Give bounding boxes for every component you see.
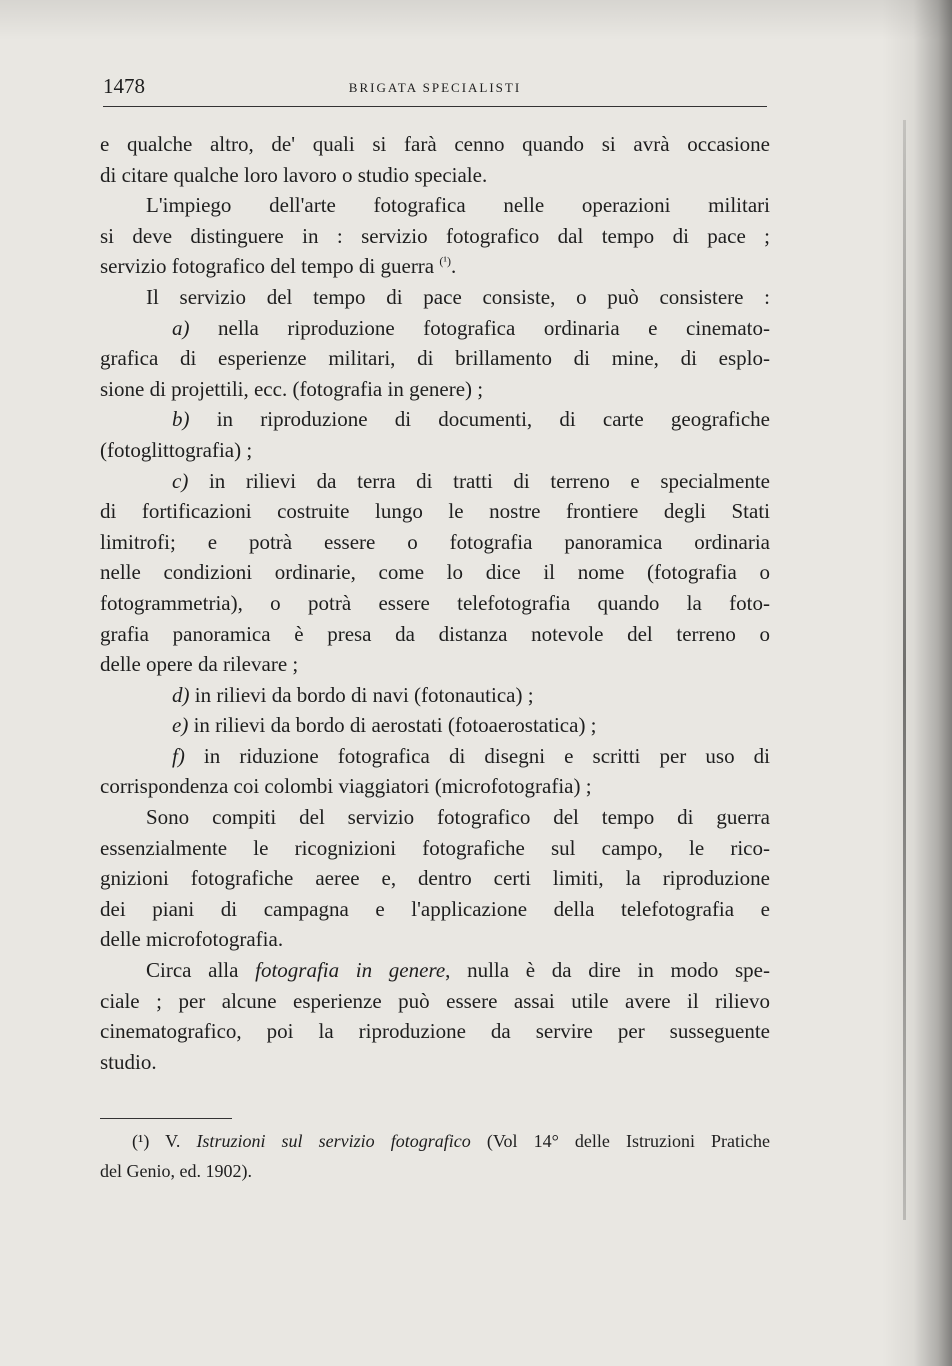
book-gutter-shadow <box>882 0 952 1366</box>
text-line: fotogrammetria), o potrà essere telefotografia quando la foto- <box>100 590 770 615</box>
body-text <box>100 129 770 1077</box>
list-item-a <box>100 313 770 344</box>
list-item-d <box>100 680 770 711</box>
footnote-reference: (¹) <box>439 254 451 269</box>
text-span: in riduzione fotografica di disegni e scritti per uso di <box>184 743 770 768</box>
text-span: in rilievi da bordo di aerostati (fotoaerostatica) ; <box>188 713 597 738</box>
text-line: grafica di esperienze militari, di brillamento di mine, di esplo- <box>100 346 770 371</box>
text-span: in rilievi da bordo di navi (fotonautica) ; <box>189 682 534 707</box>
text-span: , nulla è da dire in modo spe- <box>445 958 770 983</box>
text-line: nelle condizioni ordinarie, come lo dice il nome (fotografia o <box>100 560 770 585</box>
text-span: . <box>450 254 457 279</box>
footnote-divider <box>100 1118 232 1119</box>
text-line: cinematografico, poi la riproduzione da servire per susseguente <box>100 1019 770 1044</box>
text-line <box>100 955 770 986</box>
text-span: servizio fotografico del tempo di guerra <box>100 254 435 279</box>
list-item-c <box>100 466 770 497</box>
footnote-line <box>100 1126 770 1156</box>
text-line: ciale ; per alcune esperienze può essere assai utile avere il rilievo <box>100 988 770 1013</box>
text-line: grafia panoramica è presa da distanza notevole del terreno o <box>100 621 770 646</box>
text-span: Circa alla <box>146 958 256 983</box>
text-line: corrispondenza coi colombi viaggiatori (microfotografia) ; <box>100 774 592 799</box>
text-span: in rilievi da terra di tratti di terreno e specialmente <box>188 468 770 493</box>
text-span: nella riproduzione fotografica ordinaria e cinemato- <box>189 315 770 340</box>
scan-top-shadow <box>0 0 952 40</box>
text-line: (fotoglittografia) ; <box>100 437 253 462</box>
footnote-marker: (¹) <box>132 1131 150 1151</box>
text-line: L'impiego dell'arte fotografica nelle operazioni militari <box>146 193 770 218</box>
item-marker: f) <box>172 743 185 768</box>
item-marker: a) <box>172 315 190 340</box>
text-line: di fortificazioni costruite lungo le nostre frontiere degli Stati <box>100 499 770 524</box>
text-line: si deve distinguere in : servizio fotografico dal tempo di pace ; <box>100 223 770 248</box>
text-line: studio. <box>100 1049 157 1074</box>
list-item-e <box>100 710 770 741</box>
page-header <box>103 74 767 107</box>
page-edge-line <box>903 120 906 1220</box>
item-marker: c) <box>172 468 189 493</box>
text-line <box>100 251 770 282</box>
text-line: di citare qualche loro lavoro o studio speciale. <box>100 162 488 187</box>
list-item-b <box>100 404 770 435</box>
footnote <box>100 1126 770 1186</box>
text-line: delle microfotografia. <box>100 927 284 952</box>
text-line: essenzialmente le ricognizioni fotografiche sul campo, le rico- <box>100 835 770 860</box>
text-line: delle opere da rilevare ; <box>100 652 299 677</box>
text-span: in riproduzione di documenti, di carte geografiche <box>189 407 770 432</box>
running-head: BRIGATA SPECIALISTI <box>348 80 522 95</box>
item-marker: b) <box>172 407 190 432</box>
item-marker: e) <box>172 713 189 738</box>
text-span: (Vol 14° delle Istruzioni Pratiche <box>470 1131 771 1151</box>
text-line: gnizioni fotografiche aeree e, dentro certi limiti, la riproduzione <box>100 866 770 891</box>
footnote-line: del Genio, ed. 1902). <box>100 1161 252 1181</box>
text-line: dei piani di campagna e l'applicazione della telefotografia e <box>100 896 770 921</box>
text-line: sione di projettili, ecc. (fotografia in genere) ; <box>100 376 484 401</box>
item-marker: d) <box>172 682 190 707</box>
text-line: Il servizio del tempo di pace consiste, o può consistere : <box>146 284 770 309</box>
footnote-title: Istruzioni sul servizio fotografico <box>196 1131 471 1151</box>
text-line: e qualche altro, de' quali si farà cenno quando si avrà occasione <box>100 132 770 156</box>
text-line: limitrofi; e potrà essere o fotografia panoramica ordinaria <box>100 529 770 554</box>
italic-term: fotografia in genere <box>255 958 446 983</box>
list-item-f <box>100 741 770 772</box>
text-line: Sono compiti del servizio fotografico del tempo di guerra <box>146 805 770 830</box>
text-span: V. <box>149 1131 197 1151</box>
page-number: 1478 <box>103 74 145 98</box>
